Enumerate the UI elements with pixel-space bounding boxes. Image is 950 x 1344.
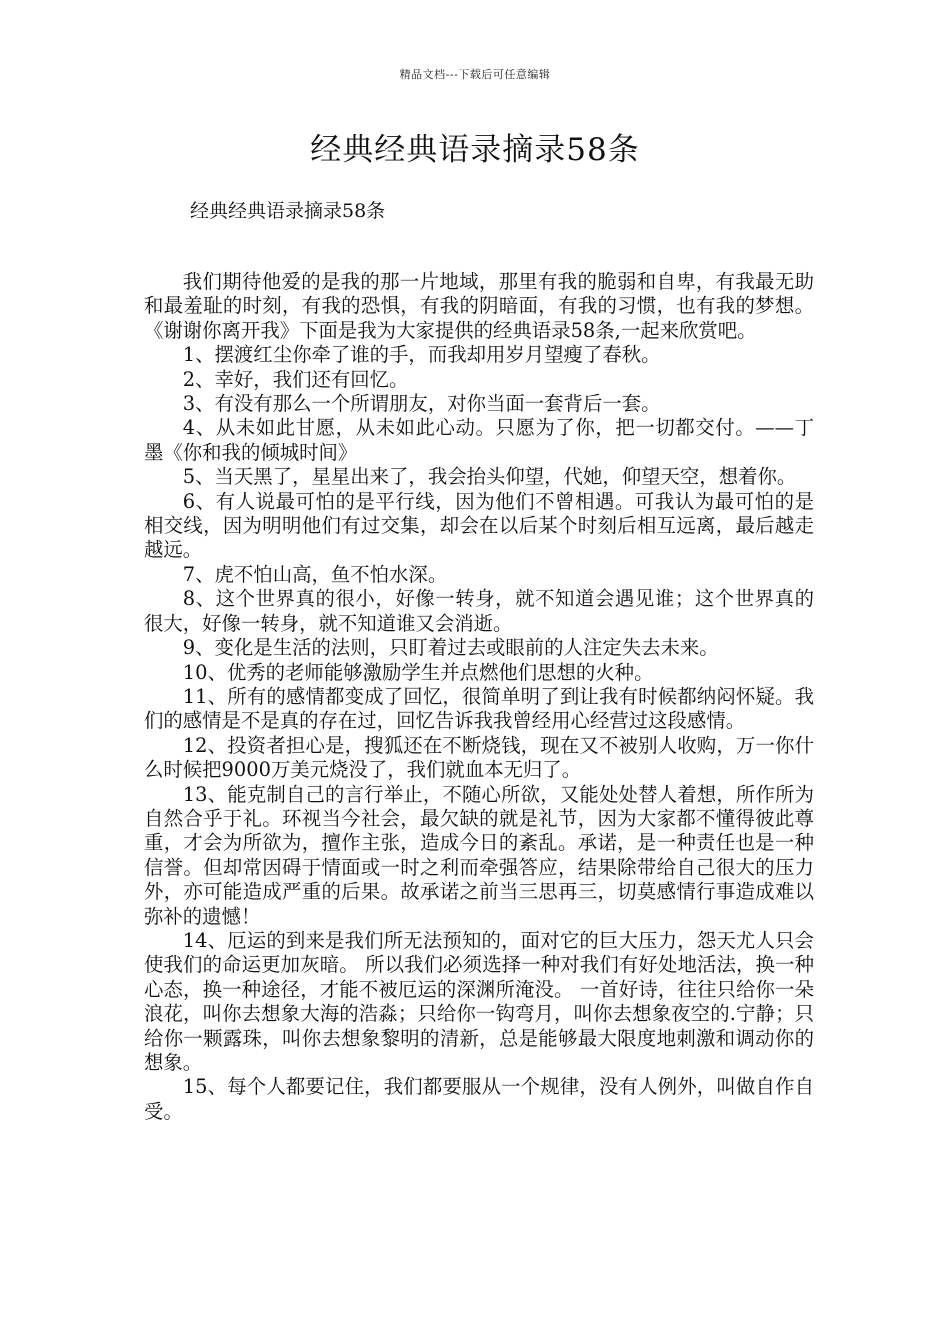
quote-4: 4、从未如此甘愿，从未如此心动。只愿为了你，把一切都交付。——丁墨《你和我的倾城时间》 (144, 416, 814, 464)
quote-11: 11、所有的感情都变成了回忆，很简单明了到让我有时候都纳闷怀疑。我们的感情是不是真的存在过，回忆告诉我我曾经用心经营过这段感情。 (144, 684, 814, 733)
document-title: 经典经典语录摘录58条 (310, 132, 640, 168)
quote-7: 7、虎不怕山高，鱼不怕水深。 (182, 562, 448, 586)
quote-15: 15、每个人都要记住，我们都要服从一个规律，没有人例外，叫做自作自受。 (144, 1075, 814, 1123)
intro-paragraph: 我们期待他爱的是我的那一片地域，那里有我的脆弱和自卑，有我最无助和最羞耻的时刻，有我的恐惧，有我的阴暗面，有我的习惯，也有我的梦想。《谢谢你离开我》下面是我为大家提供的经典语录58条,一起来欣赏吧。 (144, 270, 814, 342)
header-note: 精品文档---下载后可任意编辑 (399, 68, 551, 81)
body-text (144, 270, 814, 1124)
quote-2: 2、幸好，我们还有回忆。 (182, 367, 409, 391)
quote-12: 12、投资者担心是，搜狐还在不断烧钱，现在又不被别人收购，万一你什么时候把9000万美元烧没了，我们就血本无归了。 (144, 733, 814, 782)
quote-14: 14、厄运的到来是我们所无法预知的，面对它的巨大压力，怨天尤人只会使我们的命运更加灰暗。 所以我们必须选择一种对我们有好处地活法，换一种心态，换一种途径，才能不被厄运的深渊所淹没。 一首好诗，往往只给你一朵浪花，叫你去想象大海的浩淼；只给你一钩弯月，叫你去想象夜空的.宁静；只给你一颗露珠，叫你去想象黎明的清新，总是能够最大限度地刺激和调动你的想象。 (144, 928, 814, 1074)
quote-13: 13、能克制自己的言行举止，不随心所欲，又能处处替人着想，所作所为自然合乎于礼。环视当今社会，最欠缺的就是礼节，因为大家都不懂得彼此尊重，才会为所欲为，擅作主张，造成今日的紊乱。承诺，是一种责任也是一种信誉。但却常因碍于情面或一时之利而牵强答应，结果除带给自己很大的压力外，亦可能造成严重的后果。故承诺之前当三思再三，切莫感情行事造成难以弥补的遗憾！ (144, 782, 814, 928)
quote-8: 8、这个世界真的很小，好像一转身，就不知道会遇见谁；这个世界真的很大，好像一转身，就不知道谁又会消逝。 (144, 587, 814, 635)
quote-9: 9、变化是生活的法则，只盯着过去或眼前的人注定失去未来。 (182, 636, 719, 660)
quote-3: 3、有没有那么一个所谓朋友，对你当面一套背后一套。 (182, 392, 661, 416)
document-subtitle: 经典经典语录摘录58条 (190, 200, 386, 222)
quote-6: 6、有人说最可怕的是平行线，因为他们不曾相遇。可我认为最可怕的是相交线，因为明明他们有过交集，却会在以后某个时刻后相互远离，最后越走越远。 (144, 489, 814, 562)
quote-10: 10、优秀的老师能够激励学生并点燃他们思想的火种。 (182, 660, 654, 684)
quote-5: 5、当天黑了，星星出来了，我会抬头仰望，代她，仰望天空，想着你。 (182, 465, 797, 489)
quote-1: 1、摆渡红尘你牵了谁的手，而我却用岁月望瘦了春秋。 (182, 343, 661, 367)
